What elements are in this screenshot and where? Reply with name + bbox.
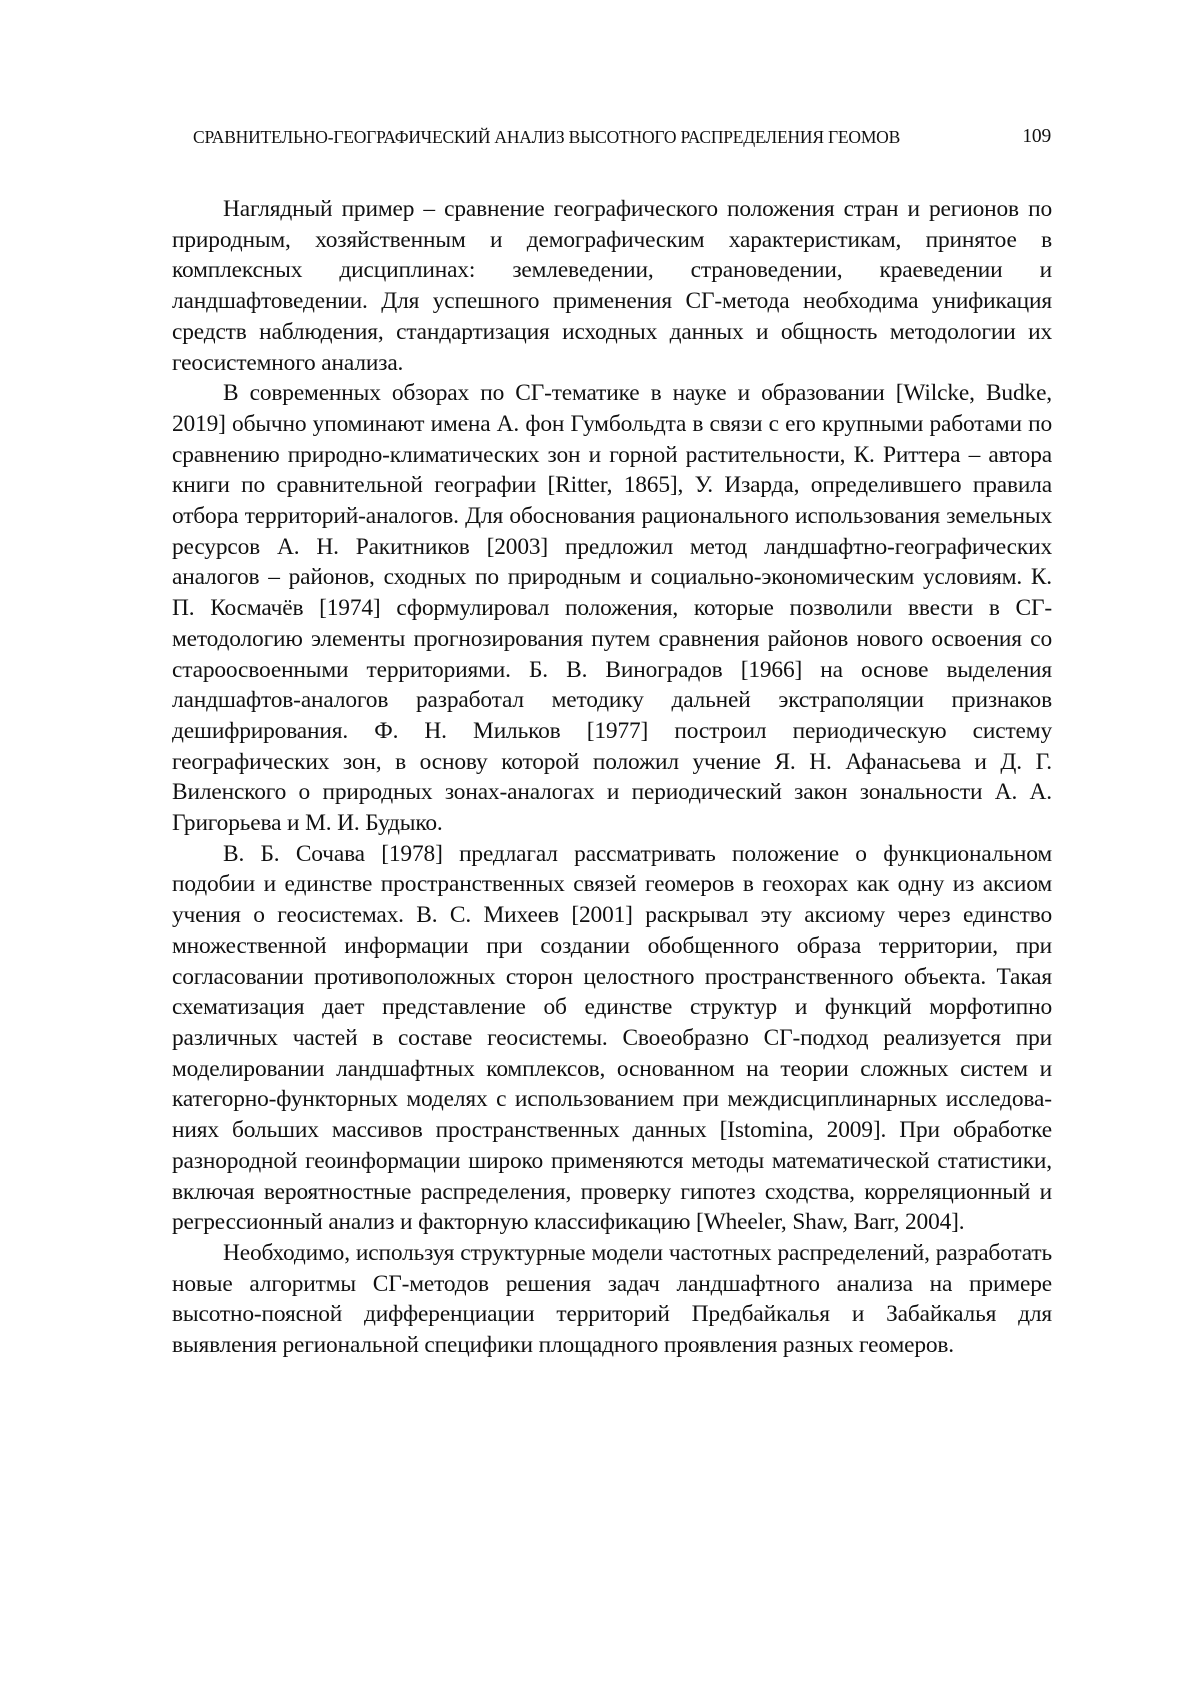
body-text: [172, 194, 1052, 1361]
paragraph-1: Наглядный пример – сравнение географического положения стран и регионов по природным, хозяйственным и демографическим характеристикам, принятое в комплексных дисциплинах: землеведении, страноведении, краеведении и ландшафтоведении. Для успешного применения СГ-метода необходима унификация средств наблюдения, стандартизация исходных данных и общность методологии их геосистемного анализа.: [172, 196, 1052, 376]
running-title: СРАВНИТЕЛЬНО-ГЕОГРАФИЧЕСКИЙ АНАЛИЗ ВЫСОТНОГО РАСПРЕДЕЛЕНИЯ ГЕОМОВ: [193, 127, 901, 147]
paragraph-3: В. Б. Сочава [1978] предлагал рассматривать положение о функциональном подобии и единстве пространственных связей геомеров в геохорах как одну из аксиом учения о геосистемах. В. С. Михеев [2001] раскрывал эту аксиому через единство множественной информации при создании обобщенного образа территории, при согласовании противоположных сторон целостного пространственного объекта. Такая схематизация дает представление об единстве структур и функций морфотипно различных частей в составе геосистемы. Своеобразно СГ-подход реализуется при моделировании ландшафтных комплексов, основанном на теории сложных систем и категорно-функторных моделях с использованием при междисциплинарных исследованиях больших массивов пространственных данных [Istomina, 2009]. При обработке разнородной геоинформации широко применяются методы математической статистики, включая вероятностные распределения, проверку гипотез сходства, корреляционный и регрессионный анализ и факторную классификацию [Wheeler, Shaw, Barr, 2004].: [172, 840, 1052, 1236]
paragraph-2: В современных обзорах по СГ-тематике в науке и образовании [Wilcke, Budke, 2019] обычно упоминают имена А. фон Гумбольдта в связи с его крупными работами по сравнению природно-климатических зон и горной растительности, К. Риттера – автора книги по сравнительной географии [Ritter, 1865], У. Изарда, определившего правила отбора территорий-аналогов. Для обоснования рационального использования земельных ресурсов А. Н. Ракитников [2003] предложил метод ландшафтно-географических аналогов – районов, сходных по природным и социально-экономическим условиям. К. П. Космачёв [1974] сформулировал положения, которые позволили ввести в СГ-методологию элементы прогнозирования путем сравнения районов нового освоения со староосвоенными территориями. Б. В. Виноградов [1966] на основе выделения ландшафтов-аналогов разработал методику дальней экстраполяции признаков дешифрирования. Ф. Н. Мильков [1977] построил периодическую систему географических зон, в основу которой положил учение Я. Н. Афанасьева и Д. Г. Виленского о природных зонах-аналогах и периодический закон зональности А. А. Григорьева и М. И. Будыко.: [172, 380, 1052, 837]
paragraph-4: Необходимо, используя структурные модели частотных распределений, разработать новые алгоритмы СГ-методов решения задач ландшафтного анализа на примере высотно-поясной дифференциации территорий Предбайкалья и Забайкалья для выявления региональной специфики площадного проявления разных геомеров.: [172, 1239, 1052, 1359]
page-number: 109: [1022, 126, 1051, 147]
running-header: [193, 124, 1051, 150]
